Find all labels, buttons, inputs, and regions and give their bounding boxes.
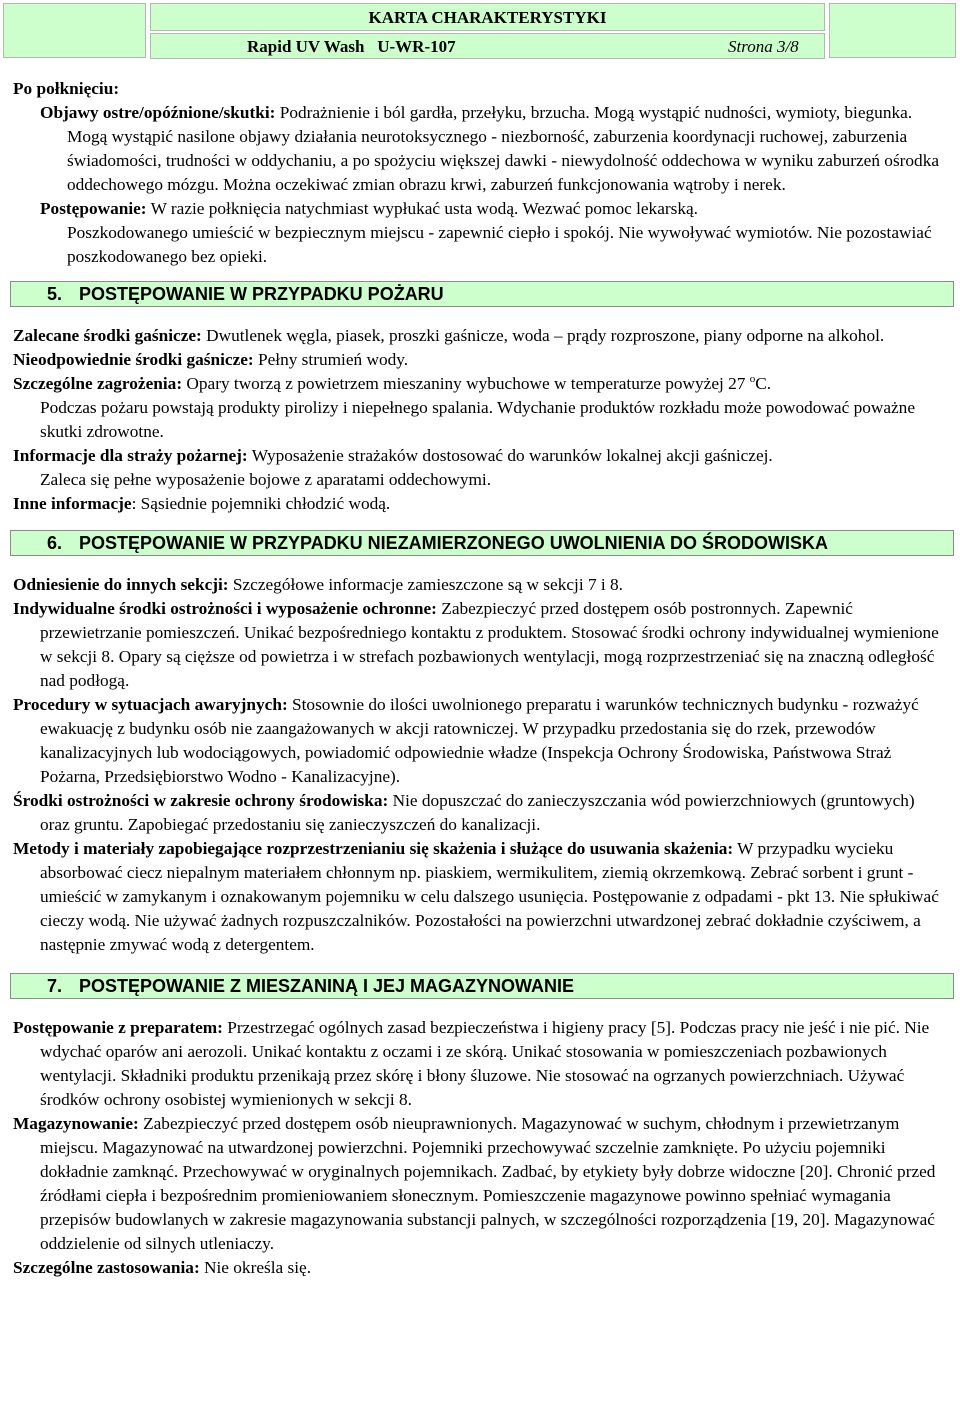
emergency-procedures-text: Stosownie do ilości uwolnionego preparatu i warunków technicznych budynku - rozważyć ewakuację z budynku osób nie zaangażowanych w akcji ratowniczej. W przypadku przedostania się do rzek, przewodów kanalizacyjnych lub wodociągowych, powiadomić odpowiednie władze (Inspekcja Ochrony Środowiska, Państwowa Straż Pożarna, Przedsiębiorstwo Wodno - Kanalizacyjne).	[40, 695, 919, 786]
containment-methods	[13, 837, 948, 957]
firefighter-info-label: Informacje dla straży pożarnej:	[13, 446, 248, 465]
section-reference	[13, 573, 948, 597]
section-7-body	[13, 1016, 948, 1280]
section-reference-label: Odniesienie do innych sekcji:	[13, 575, 229, 594]
other-info-label: Inne informacje	[13, 494, 132, 513]
containment-methods-label: Metody i materiały zapobiegające rozprzestrzenianiu się skażenia i służące do usuwania skażenia:	[13, 839, 734, 858]
degree-sign: o	[749, 373, 756, 386]
environmental-precautions	[13, 789, 948, 837]
safe-handling-label: Postępowanie z preparatem:	[13, 1018, 223, 1037]
page-number: Strona 3/8	[728, 37, 799, 56]
header-logo-box	[3, 3, 146, 58]
header-right-box	[829, 3, 956, 58]
unsuitable-media	[13, 348, 948, 372]
personal-precautions	[13, 597, 948, 693]
section-7-title: POSTĘPOWANIE Z MIESZANINĄ I JEJ MAGAZYNOWANIE	[79, 976, 575, 996]
document-header	[0, 0, 960, 62]
unsuitable-media-text: Pełny strumień wody.	[253, 350, 409, 369]
emergency-procedures-label: Procedury w sytuacjach awaryjnych:	[13, 695, 288, 714]
section-5-body	[13, 324, 948, 516]
firefighter-info	[13, 444, 948, 468]
section-5-number: 5.	[47, 284, 63, 304]
swallow-symptoms	[13, 101, 948, 197]
special-hazards-label: Szczególne zagrożenia:	[13, 374, 183, 393]
temperature-unit: C.	[755, 374, 772, 393]
section-7-header	[10, 973, 954, 999]
special-hazards-2: Podczas pożaru powstają produkty pirolizy i niepełnego spalania. Wdychanie produktów rozkładu może powodować poważne skutki zdrowotne.	[40, 398, 915, 441]
specific-uses	[13, 1256, 948, 1280]
document-title: KARTA CHARAKTERYSTYKI	[150, 3, 825, 31]
swallow-procedure-label: Postępowanie:	[40, 199, 147, 218]
swallow-heading: Po połknięciu:	[13, 79, 120, 98]
storage-text: Zabezpieczyć przed dostępem osób nieuprawnionych. Magazynować w suchym, chłodnym i przewietrzanym miejscu. Magazynować na utwardzonej powierzchni. Pojemniki przechowywać szczelnie zamknięte. Po użyciu pojemniki dokładnie zamknąć. Przechowywać w oryginalnych pojemnikach. Zadbać, by etykiety były dobrze widoczne [20]. Chronić przed źródłami ciepła i bezpośrednim promieniowaniem słonecznym. Pomieszczenie magazynowe powinno spełniać wymagania przepisów budowlanych w zakresie magazynowania substancji palnych, w szczególności rozporządzenia [19, 20]. Magazynować oddzielenie od silnych utleniaczy.	[40, 1114, 936, 1253]
product-name: Rapid UV Wash U-WR-107	[247, 37, 456, 56]
other-info	[13, 492, 948, 516]
storage-label: Magazynowanie:	[13, 1114, 139, 1133]
special-hazards	[13, 372, 948, 396]
containment-methods-text: W przypadku wycieku absorbować ciecz niepalnym materiałem chłonnym np. piaskiem, wermikulitem, ziemią okrzemkową. Zebrać sorbent i grunt - umieścić w zamykanym i oznakowanym pojemniku w celu dalszego usunięcia. Postępowanie z odpadami - pkt 13. Nie spłukiwać cieczy wodą. Nie używać żadnych rozpuszczalników. Pozostałości na powierzchni utwardzonej zebrać dokładnie czyściwem, a następnie zmywać wodą z detergentem.	[40, 839, 939, 954]
specific-uses-text: Nie określa się.	[199, 1258, 312, 1277]
section-6-title: POSTĘPOWANIE W PRZYPADKU NIEZAMIERZONEGO UWOLNIENIA DO ŚRODOWISKA	[79, 533, 829, 553]
personal-precautions-text: Zabezpieczyć przed dostępem osób postronnych. Zapewnić przewietrzanie pomieszczeń. Unikać bezpośredniego kontaktu z produktem. Stosować środki ochrony indywidualnej wymienione w sekcji 8. Opary są cięższe od powietrza i w strefach pozbawionych wentylacji, mogą rozprzestrzeniać się na znaczną odległość nad podłogą.	[40, 599, 939, 690]
section-5-header	[10, 281, 954, 307]
section-reference-text: Szczegółowe informacje zamieszczone są w sekcji 7 i 8.	[228, 575, 623, 594]
section-6-header	[10, 530, 954, 556]
section-6-body	[13, 573, 948, 957]
firefighter-info-2: Zaleca się pełne wyposażenie bojowe z aparatami oddechowymi.	[40, 470, 492, 489]
environmental-precautions-text: Nie dopuszczać do zanieczyszczania wód powierzchniowych (gruntowych) oraz gruntu. Zapobiegać przedostaniu się zanieczyszczeń do kanalizacji.	[40, 791, 915, 834]
other-info-text: : Sąsiednie pojemniki chłodzić wodą.	[131, 494, 391, 513]
safe-handling-text: Przestrzegać ogólnych zasad bezpieczeństwa i higieny pracy [5]. Podczas pracy nie jeść i nie pić. Nie wdychać oparów ani aerozoli. Unikać kontaktu z oczami i ze skórą. Unikać stosowania w pomieszczeniach pozbawionych wentylacji. Składniki produktu przenikają przez skórę i błony śluzowe. Nie stosować na ogrzanych powierzchniach. Używać środków ochrony osobistej wymienionych w sekcji 8.	[40, 1018, 930, 1109]
unsuitable-media-label: Nieodpowiednie środki gaśnicze:	[13, 350, 254, 369]
document-body	[13, 77, 948, 1280]
specific-uses-label: Szczególne zastosowania:	[13, 1258, 200, 1277]
extinguishing-media-label: Zalecane środki gaśnicze:	[13, 326, 202, 345]
personal-precautions-label: Indywidualne środki ostrożności i wyposażenie ochronne:	[13, 599, 437, 618]
swallow-procedure-text: W razie połknięcia natychmiast wypłukać usta wodą. Wezwać pomoc lekarską.	[146, 199, 698, 218]
section-6-number: 6.	[47, 533, 63, 553]
environmental-precautions-label: Środki ostrożności w zakresie ochrony środowiska:	[13, 791, 389, 810]
swallow-symptoms-text: Podrażnienie i ból gardła, przełyku, brzucha. Mogą wystąpić nudności, wymioty, biegunka. Mogą wystąpić nasilone objawy działania neurotoksycznego - niezborność, zaburzenia koordynacji ruchowej, zaburzenia świadomości, trudności w oddychaniu, a po spożyciu większej dawki - niewydolność oddechowa w wyniku zaburzeń ośrodka oddechowego mózgu. Można oczekiwać zmian obrazu krwi, zaburzeń funkcjonowania wątroby i nerek.	[67, 103, 940, 194]
extinguishing-media-text: Dwutlenek węgla, piasek, proszki gaśnicze, woda – prądy rozproszone, piany odporne na alkohol.	[201, 326, 885, 345]
extinguishing-media	[13, 324, 948, 348]
section-7-number: 7.	[47, 976, 63, 996]
section-5-title: POSTĘPOWANIE W PRZYPADKU POŻARU	[79, 284, 444, 304]
product-bar	[150, 33, 825, 59]
safe-handling	[13, 1016, 948, 1112]
firefighter-info-text: Wyposażenie strażaków dostosować do warunków lokalnej akcji gaśniczej.	[247, 446, 773, 465]
emergency-procedures	[13, 693, 948, 789]
special-hazards-text: Opary tworzą z powietrzem mieszaniny wybuchowe w temperaturze powyżej 27	[182, 374, 750, 393]
swallow-procedure	[13, 197, 948, 221]
swallow-symptoms-label: Objawy ostre/opóźnione/skutki:	[40, 103, 276, 122]
swallow-procedure-2: Poszkodowanego umieścić w bezpiecznym miejscu - zapewnić ciepło i spokój. Nie wywoływać wymiotów. Nie pozostawiać poszkodowanego bez opieki.	[67, 223, 932, 266]
storage	[13, 1112, 948, 1256]
